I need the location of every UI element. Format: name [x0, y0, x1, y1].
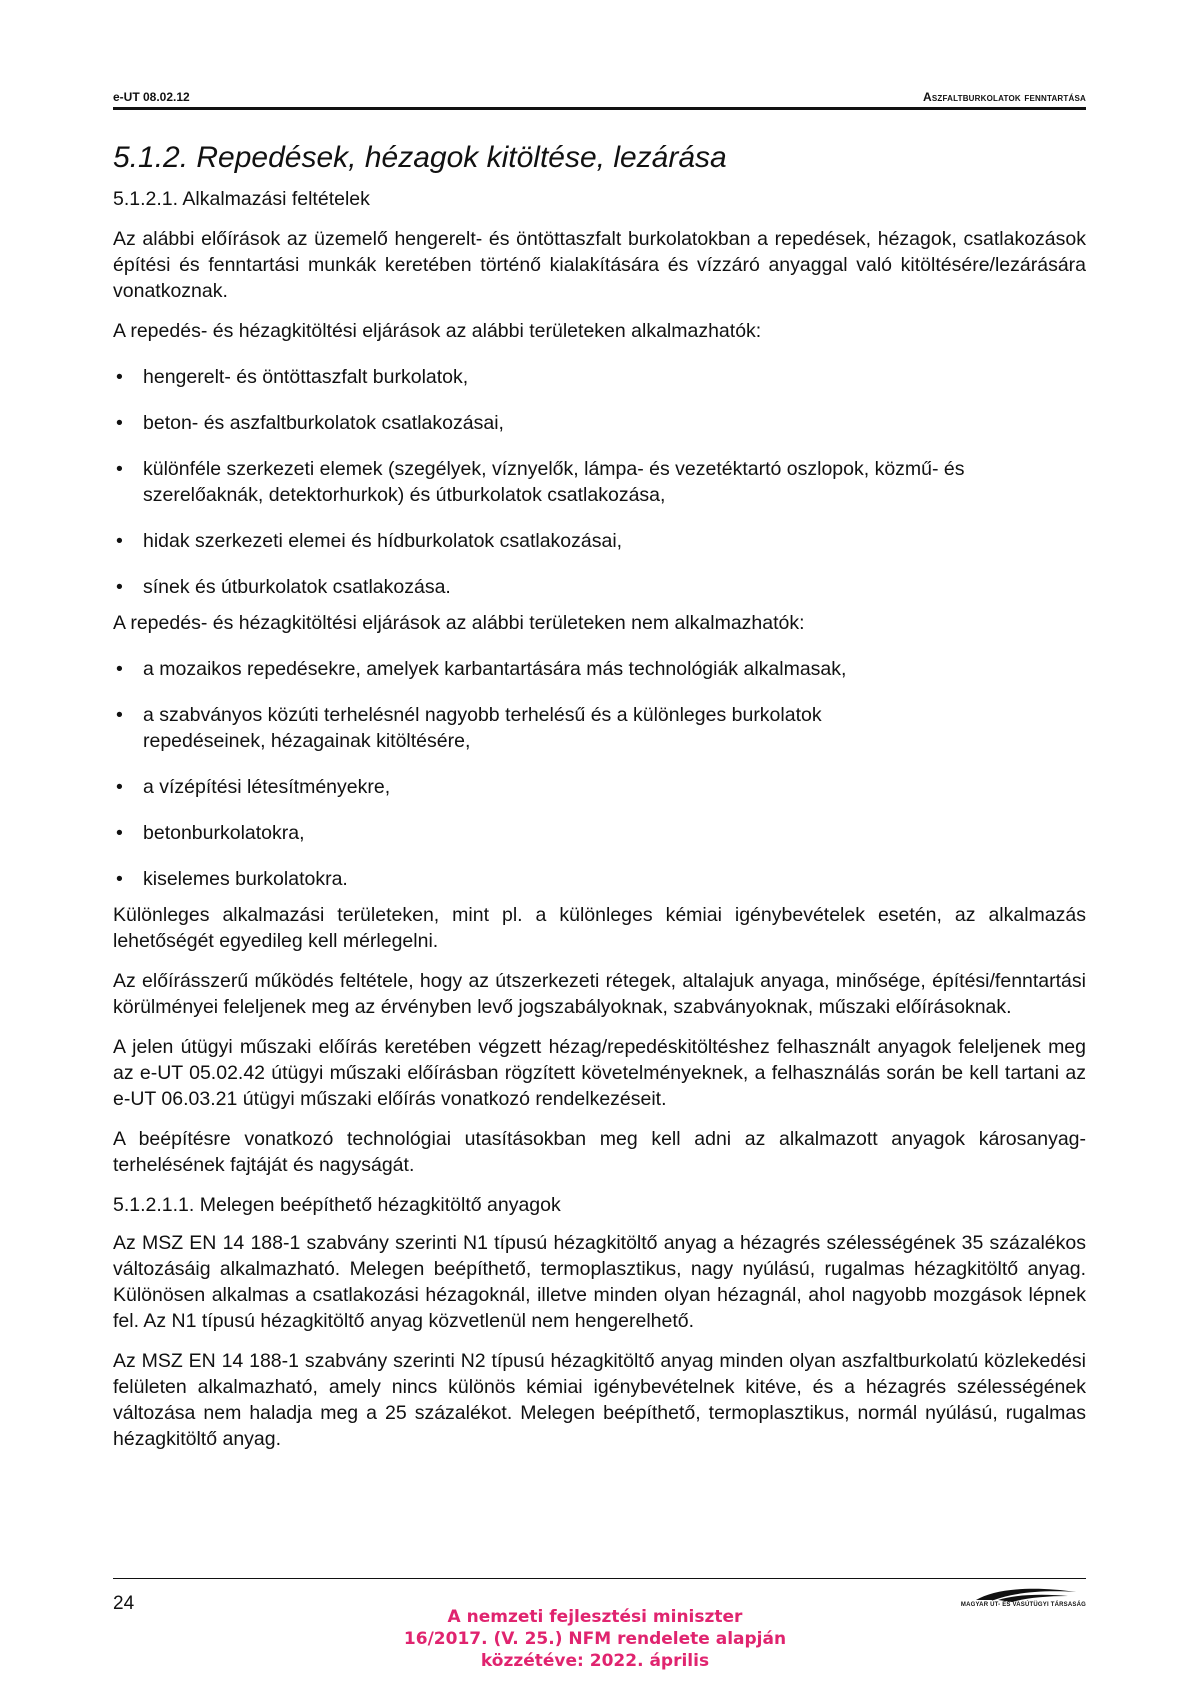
section-title: Aszfaltburkolatok fenntartása [923, 90, 1086, 104]
logo-text: MAGYAR ÚT- ÉS VASÚTÜGYI TÁRSASÁG [960, 1602, 1086, 1608]
list-item: • sínek és útburkolatok csatlakozása. [113, 574, 1086, 600]
page-content [113, 130, 1086, 1466]
list-item: • különféle szerkezeti elemek (szegélyek, víznyelők, lámpa- és vezetéktartó oszlopok, közmű- és szerelőaknák, detektorhurkok) és útburkolatok csatlakozása, [113, 456, 1086, 508]
section-subtitle: 5.1.2.1. Alkalmazási feltételek [113, 188, 370, 210]
subsection-heading: 5.1.2.1.1. Melegen beépíthető hézagkitöltő anyagok [113, 1194, 561, 1216]
paragraph: A beépítésre vonatkozó technológiai utasításokban meg kell adni az alkalmazott anyagok károsanyag-terhelésének fajtáját és nagyságát. [113, 1128, 1086, 1176]
paragraph: A jelen útügyi műszaki előírás keretében végzett hézag/repedéskitöltéshez felhasznált anyagok feleljenek meg az e-UT 05.02.42 útügyi műszaki előírásban rögzített követelményeknek, a felhasználás során be kell tartani az e-UT 06.03.21 útügyi műszaki előírás vonatkozó rendelkezéseit. [113, 1036, 1086, 1110]
doc-code: e-UT 08.02.12 [113, 90, 190, 104]
page-title: 5.1.2. Repedések, hézagok kitöltése, lezárása [113, 141, 727, 174]
paragraph: Az alábbi előírások az üzemelő hengerelt- és öntöttaszfalt burkolatokban a repedések, hézagok, csatlakozások építési és fenntartási munkák keretében történő kialakítására és vízzáró anyaggal való kitöltésére/lezárására vonatkoznak. [113, 228, 1086, 302]
not-applicable-list [113, 656, 1086, 892]
publication-line: közzétéve: 2022. április [480, 1651, 710, 1671]
paragraph: A repedés- és hézagkitöltési eljárások az alábbi területeken nem alkalmazhatók: [113, 612, 805, 634]
publication-line: 16/2017. (V. 25.) NFM rendelete alapján [403, 1629, 787, 1649]
footer-divider [113, 1578, 1086, 1579]
paragraph: Az előírásszerű működés feltétele, hogy az útszerkezeti rétegek, altalajuk anyaga, minősége, építési/fenntartási körülményei feleljenek meg az érvényben levő jogszabályoknak, szabványoknak, műszaki előírásoknak. [113, 970, 1086, 1018]
paragraph: Az MSZ EN 14 188-1 szabvány szerinti N1 típusú hézagkitöltő anyag a hézagrés szélességének 35 százalékos változásáig alkalmazható. Melegen beépíthető, termoplasztikus, nagy nyúlású, rugalmas hézagkitöltő anyag. Különösen alkalmas a csatlakozási hézagoknál, illetve minden olyan hézagnál, ahol nagyobb mozgások lépnek fel. Az N1 típusú hézagkitöltő anyag közvetlenül nem hengerelhető. [113, 1232, 1086, 1332]
list-item: • a szabványos közúti terhelésnél nagyobb terhelésű és a különleges burkolatok repedéseinek, hézagainak kitöltésére, [113, 702, 1086, 754]
list-item: • beton- és aszfaltburkolatok csatlakozásai, [113, 410, 1086, 436]
page-header [113, 86, 1086, 110]
page-number: 24 [113, 1593, 135, 1614]
list-item: • a mozaikos repedésekre, amelyek karbantartására más technológiák alkalmasak, [113, 656, 1086, 682]
applicable-list [113, 364, 1086, 600]
list-item: • hengerelt- és öntöttaszfalt burkolatok, [113, 364, 1086, 390]
paragraph: A repedés- és hézagkitöltési eljárások az alábbi területeken alkalmazhatók: [113, 320, 762, 342]
paragraph: Különleges alkalmazási területeken, mint pl. a különleges kémiai igénybevételek esetén, az alkalmazás lehetőségét egyedileg kell mérlegelni. [113, 904, 1086, 952]
list-item: • kiselemes burkolatokra. [113, 866, 1086, 892]
publication-note [0, 1606, 1190, 1672]
list-item: • hidak szerkezeti elemei és hídburkolatok csatlakozásai, [113, 528, 1086, 554]
publication-line: A nemzeti fejlesztési miniszter [447, 1607, 743, 1627]
list-item: • a vízépítési létesítményekre, [113, 774, 1086, 800]
list-item: • betonburkolatokra, [113, 820, 1086, 846]
paragraph: Az MSZ EN 14 188-1 szabvány szerinti N2 típusú hézagkitöltő anyag minden olyan aszfaltburkolatú közlekedési felületen alkalmazható, amely nincs különös kémiai igénybevételnek kitéve, és a hézagrés szélességének változása nem haladja meg a 25 százalékot. Melegen beépíthető, termoplasztikus, normál nyúlású, rugalmas hézagkitöltő anyag. [113, 1350, 1086, 1450]
